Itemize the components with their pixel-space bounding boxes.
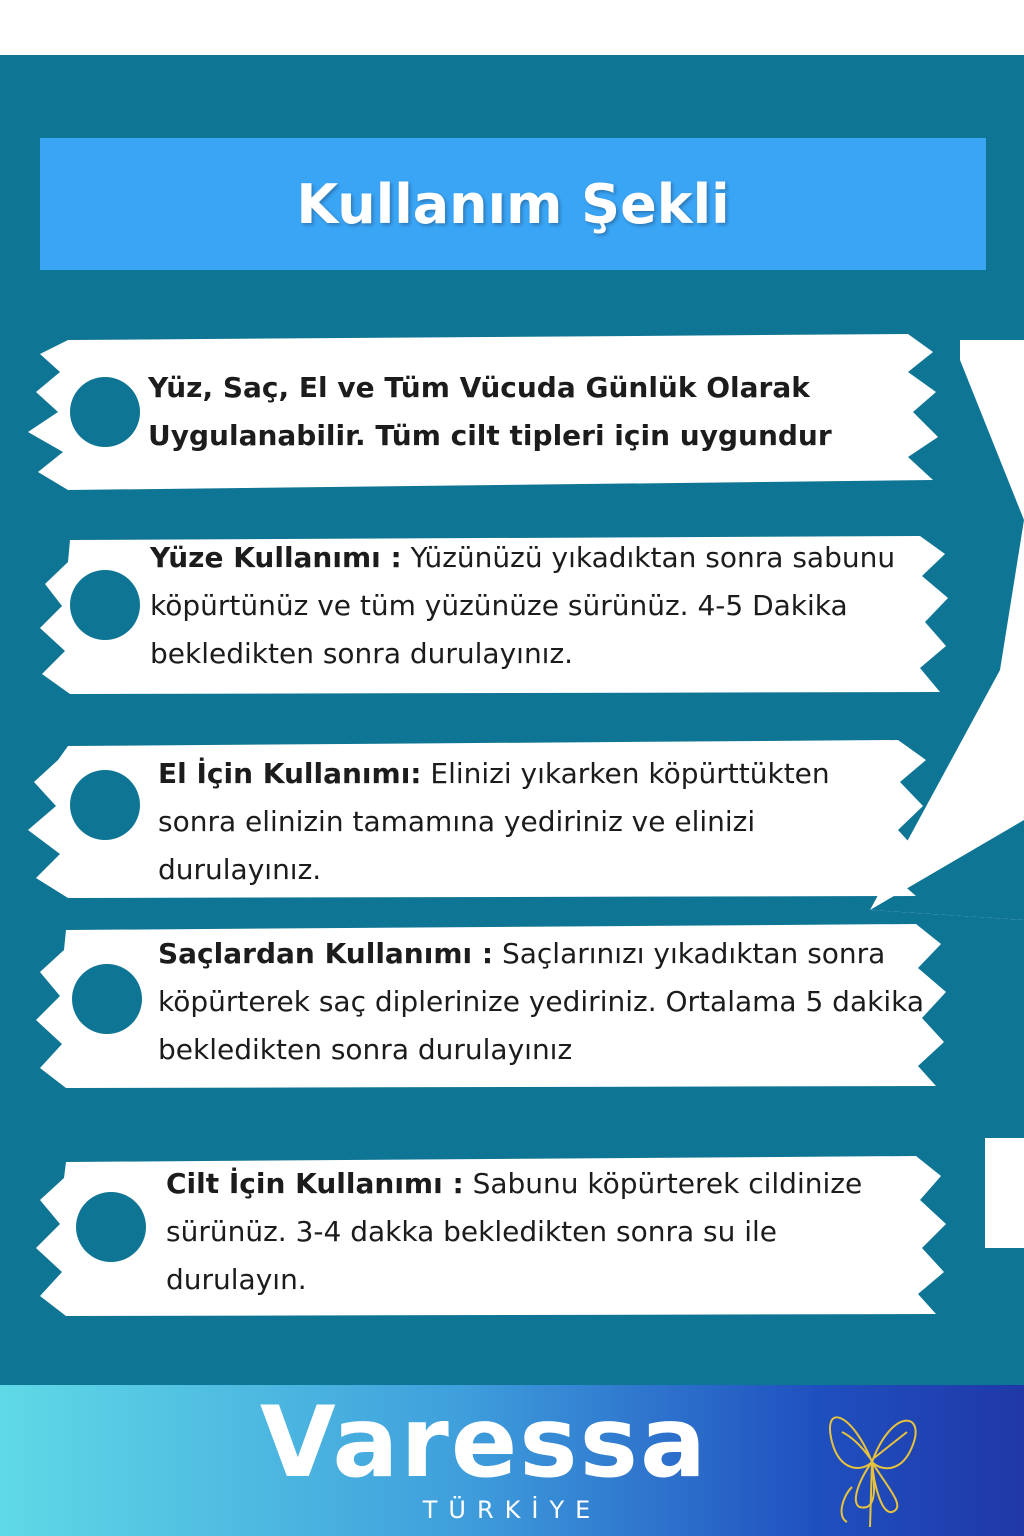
bullet-dot <box>70 377 140 447</box>
brand-country: TÜRKİYE <box>422 1496 602 1524</box>
bullet-dot <box>70 770 140 840</box>
list-item <box>40 536 948 696</box>
list-item <box>28 332 938 492</box>
brand-logo-text: Varessa <box>259 1386 709 1500</box>
butterfly-icon <box>812 1392 932 1532</box>
bullet-dot <box>70 570 140 640</box>
title-banner <box>40 138 986 270</box>
item-bold-3: El İçin Kullanımı: <box>158 757 422 790</box>
bullet-dot <box>76 1192 146 1262</box>
item-text-4: Saçlarınızı yıkadıktan sonra köpürterek saç diplerinize yediriniz. Ortalama 5 dakika bekledikten sonra durulayınız <box>158 937 924 1066</box>
item-bold-1: Yüz, Saç, El ve Tüm Vücuda Günlük Olarak Uygulanabilir. Tüm cilt tipleri için uygundur <box>148 371 832 452</box>
list-item <box>28 740 926 898</box>
item-text-5: Sabunu köpürterek cildinize sürünüz. 3-4 dakka bekledikten sonra su ile durulayın. <box>166 1167 863 1296</box>
item-text-2: Yüzünüzü yıkadıktan sonra sabunu köpürtünüz ve tüm yüzünüze sürünüz. 4-5 Dakika bekledikten sonra durulayınız. <box>150 541 896 670</box>
bullet-dot <box>72 964 142 1034</box>
list-item <box>36 1156 948 1316</box>
item-text-3: Elinizi yıkarken köpürttükten sonra elinizin tamamına yediriniz ve elinizi durulayınız. <box>158 757 830 886</box>
item-bold-4: Saçlardan Kullanımı : <box>158 937 494 970</box>
white-block <box>985 1138 1024 1248</box>
list-item <box>36 922 948 1090</box>
page-title: Kullanım Şekli <box>296 172 730 236</box>
item-bold-5: Cilt İçin Kullanımı : <box>166 1167 464 1200</box>
item-bold-2: Yüze Kullanımı : <box>150 541 402 574</box>
